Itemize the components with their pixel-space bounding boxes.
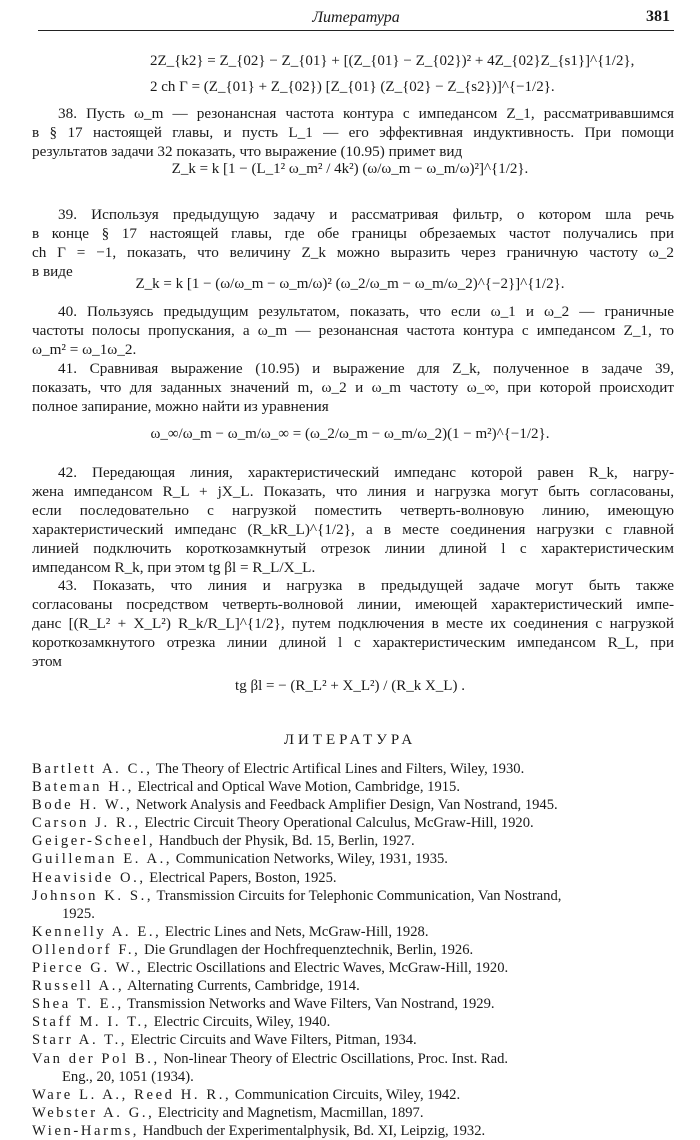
reference-text: Electric Circuits and Wave Filters, Pitman, 1934.: [130, 1032, 417, 1049]
reference-text: Handbuch der Physik, Bd. 15, Berlin, 1927.: [158, 833, 415, 850]
reference-author: Ollendorf F.,: [32, 941, 141, 958]
problem-42: [32, 463, 674, 577]
text-line: в § 17 настоящей главы, и пусть L_1 — его эффективная индуктивность. При помощи: [32, 124, 674, 141]
reference-author: Bartlett A. C.,: [32, 761, 153, 777]
reference-text: Electricity and Magnetism, Macmillan, 1897.: [158, 1104, 424, 1121]
problem-39: [32, 205, 674, 281]
text-line: 39. Используя предыдущую задачу и рассматривая фильтр, о котором шла речь: [58, 206, 674, 223]
reference-item: [32, 923, 674, 941]
reference-text: Handbuch der Experimentalphysik, Bd. XI, Leipzig, 1932.: [142, 1122, 486, 1139]
text-line: 40. Пользуясь предыдущим результатом, показать, что если ω_1 и ω_2 — граничные: [58, 303, 674, 320]
reference-author: Starr A. T.,: [32, 1032, 128, 1049]
text-line: показать, что для заданных значений m, ω_2 и ω_m частоту ω_∞, при которой происходит: [32, 379, 674, 396]
reference-text: Electric Lines and Nets, McGraw-Hill, 1928.: [165, 923, 429, 940]
reference-text: Electric Circuit Theory Operational Calculus, McGraw-Hill, 1920.: [144, 815, 534, 832]
reference-item: [32, 796, 674, 814]
text-line: короткозамкнутого отрезка линии длиной l с характеристическим импедансом R_L, при: [32, 634, 674, 651]
problem-38: [32, 104, 674, 161]
reference-author: Wien-Harms,: [32, 1122, 140, 1139]
formula-text: Z_k = k [1 − (L_1² ω_m² / 4k²) (ω/ω_m − ω_m/ω)²]^{1/2}.: [171, 161, 529, 177]
reference-author: Geiger-Scheel,: [32, 833, 156, 850]
reference-author: Carson J. R.,: [32, 815, 141, 832]
problem-40: [32, 302, 674, 359]
text-line: если последовательно с нагрузкой поместить четверть-волновую линию, имеющую: [32, 502, 674, 519]
reference-item: [32, 941, 674, 959]
reference-author: Guilleman E. A.,: [32, 851, 173, 868]
reference-text: Network Analysis and Feedback Amplifier Design, Van Nostrand, 1945.: [136, 797, 558, 814]
text-line: согласованы посредством четверть-волновой линии, имеющей характеристический импе-: [32, 596, 674, 613]
formula-impedance-zk2: [150, 52, 635, 71]
formula-text: 2Z_{k2} = Z_{02} − Z_{01} + [(Z_{01} − Z_{02})² + 4Z_{02}Z_{s1}]^{1/2},: [150, 53, 635, 69]
reference-item: [32, 814, 674, 832]
reference-author: Heaviside O.,: [32, 869, 146, 886]
reference-item: [32, 869, 674, 887]
reference-item: [32, 959, 674, 977]
reference-author: Ware L. A., Reed H. R.,: [32, 1086, 232, 1103]
formula-text: Z_k = k [1 − (ω/ω_m − ω_m/ω)² (ω_2/ω_m − ω_m/ω_2)^{−2}]^{1/2}.: [135, 276, 565, 292]
reference-author: Van der Pol B.,: [32, 1050, 160, 1067]
reference-author: Kennelly A. E.,: [32, 923, 162, 940]
reference-item: [32, 1104, 674, 1122]
reference-item: [32, 1050, 674, 1068]
formula-zk-38: [100, 160, 600, 179]
text-line: линией подключить короткозамкнутый отрезок линии длиной l с характеристическим: [32, 540, 674, 557]
reference-author: Russell A.,: [32, 978, 125, 995]
formula-text: 2 ch Γ = (Z_{01} + Z_{02}) [Z_{01} (Z_{02} − Z_{s2})]^{−1/2}.: [150, 79, 555, 95]
reference-item: [32, 995, 674, 1013]
reference-item: [32, 850, 674, 868]
reference-item: [32, 977, 674, 995]
text-line: результатов задачи 32 показать, что выражение (10.95) примет вид: [32, 143, 463, 160]
text-line: в конце § 17 настоящей главы, где обе границы обрезаемых частот получались при: [32, 225, 674, 242]
text-line: ω_m² = ω_1ω_2.: [32, 341, 137, 358]
formula-zk-39: [100, 275, 600, 294]
page-number: 381: [646, 8, 670, 25]
formula-text: ω_∞/ω_m − ω_m/ω_∞ = (ω_2/ω_m − ω_m/ω_2)(1 − m²)^{−1/2}.: [150, 426, 550, 442]
reference-author: Webster A. G.,: [32, 1104, 155, 1121]
reference-text: Electric Circuits, Wiley, 1940.: [153, 1014, 331, 1031]
reference-list: [32, 760, 674, 1140]
text-line: частоты полосы пропускания, а ω_m — резонансная частота контура с импедансом Z_1, то: [32, 322, 674, 339]
reference-text: Electrical and Optical Wave Motion, Cambridge, 1915.: [137, 779, 460, 796]
formula-omega-inf: [100, 425, 600, 444]
reference-text: Electrical Papers, Boston, 1925.: [149, 869, 337, 886]
reference-item: [32, 887, 674, 905]
reference-author: Bateman H.,: [32, 779, 134, 796]
problem-43: [32, 576, 674, 671]
literature-heading: ЛИТЕРАТУРА: [283, 732, 417, 748]
reference-continuation: 1925.: [62, 905, 95, 922]
running-header: [38, 6, 674, 31]
reference-text: Communication Networks, Wiley, 1931, 1935.: [175, 851, 448, 868]
reference-continuation: Eng., 20, 1051 (1934).: [62, 1068, 194, 1085]
reference-item: [32, 832, 674, 850]
text-line: 43. Показать, что линия и нагрузка в предыдущей задаче могут быть также: [58, 577, 674, 594]
text-line: 42. Передающая линия, характеристический импеданс которой равен R_k, нагру-: [58, 464, 674, 481]
reference-author: Staff M. I. T.,: [32, 1014, 151, 1031]
reference-text: Transmission Networks and Wave Filters, Van Nostrand, 1929.: [127, 996, 495, 1013]
formula-ch-gamma: [150, 78, 555, 97]
reference-text: The Theory of Electric Artifical Lines and Filters, Wiley, 1930.: [155, 761, 525, 777]
reference-item: [32, 1086, 674, 1104]
header-title: Литература: [312, 9, 400, 26]
reference-text: Transmission Circuits for Telephonic Communication, Van Nostrand,: [156, 887, 562, 904]
reference-author: Pierce G. W.,: [32, 960, 144, 977]
text-line: 38. Пусть ω_m — резонансная частота контура с импедансом Z_1, рассматривавшимся: [58, 105, 674, 122]
reference-item: [32, 778, 674, 796]
formula-tg-beta-l: [150, 677, 550, 696]
text-line: этом: [32, 653, 62, 670]
text-line: данс [(R_L² + X_L²) R_k/R_L]^{1/2}, путем подключения в месте их соединения с нагрузкой: [32, 615, 674, 632]
text-line: ch Γ = −1, показать, что величину Z_k можно выразить через граничную частоту ω_2: [32, 244, 674, 261]
formula-text: tg βl = − (R_L² + X_L²) / (R_k X_L) .: [235, 678, 465, 694]
text-line: в виде: [32, 263, 73, 280]
text-line: импедансом R_k, при этом tg βl = R_L/X_L.: [32, 559, 316, 576]
reference-text: Die Grundlagen der Hochfrequenztechnik, Berlin, 1926.: [144, 941, 474, 958]
reference-text: Electric Oscillations and Electric Waves, McGraw-Hill, 1920.: [146, 960, 509, 977]
reference-text: Communication Circuits, Wiley, 1942.: [234, 1086, 461, 1103]
reference-text: Non-linear Theory of Electric Oscillations, Proc. Inst. Rad.: [163, 1050, 509, 1067]
reference-author: Johnson K. S.,: [32, 887, 154, 904]
reference-item: [32, 1031, 674, 1049]
reference-author: Shea T. E.,: [32, 996, 124, 1013]
reference-text: Alternating Currents, Cambridge, 1914.: [127, 978, 360, 995]
reference-item: [32, 1013, 674, 1031]
reference-item: [32, 760, 674, 778]
text-line: 41. Сравнивая выражение (10.95) и выражение для Z_k, полученное в задаче 39,: [58, 360, 674, 377]
reference-author: Bode H. W.,: [32, 797, 133, 814]
problem-41: [32, 359, 674, 416]
text-line: характеристический импеданс (R_kR_L)^{1/2}, а в месте соединения нагрузки с главной: [32, 521, 674, 538]
text-line: жена импедансом R_L + jX_L. Показать, что линия и нагрузка могут быть согласованы,: [32, 483, 674, 500]
text-line: полное запирание, можно найти из уравнения: [32, 398, 329, 415]
